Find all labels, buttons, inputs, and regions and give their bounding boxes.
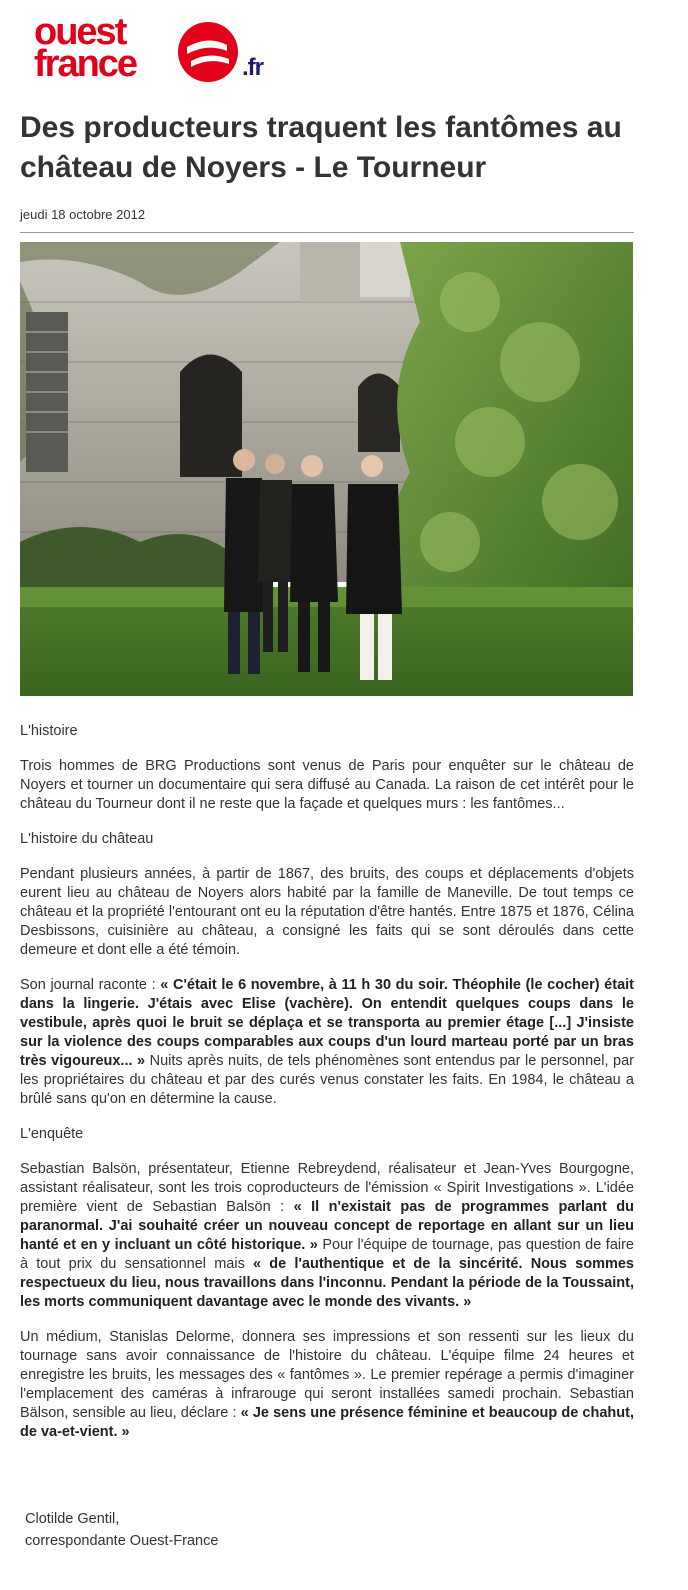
paragraph-history: Pendant plusieurs années, à partir de 1867, des bruits, des coups et déplacements d'objets eurent lieu au château de Noyers alors habité par la famille de Maneville. De tout temps ce château et la propriété l'entourant ont eu la réputation d'être hantés. Entre 1875 et 1876, Célina Desbissons, cuisinière au château, a consigné les faits qui se sont déroulés dans cette demeure et dont elle a été témoin.: [20, 866, 634, 958]
logo-red-disc-icon: [177, 21, 239, 83]
header-divider: [20, 232, 634, 233]
article-date: jeudi 18 octobre 2012: [20, 207, 146, 222]
paragraph-producers: [20, 1160, 634, 1312]
signature-name: Clotilde Gentil,: [25, 1511, 120, 1527]
section-heading-enquete: L'enquête: [20, 1126, 84, 1142]
producers-mid: Pour l'équipe de tournage, pas question de faire à tout prix du sensationnel mais: [20, 1237, 634, 1272]
paragraph-intro: Trois hommes de BRG Productions sont venus de Paris pour enquêter sur le château de Noyers et tourner un documentaire qui sera diffusé au Canada. La raison de cet intérêt pour le château du Tourneur dont il ne reste que la façade et quelques murs : les fantômes...: [20, 758, 634, 812]
ouest-france-logo[interactable]: [34, 11, 264, 86]
producers-quote-1: « Il n'existait pas de programmes parlant du paranormal. J'ai souhaité créer un nouveau concept de reportage en allant sur un lieu hanté et en y incluant un côté historique. »: [20, 1199, 635, 1253]
section-heading-histoire-chateau: L'histoire du château: [20, 831, 154, 847]
article-photo: [20, 242, 633, 696]
logo-tld: .fr: [242, 54, 263, 81]
paragraph-journal: [20, 976, 634, 1109]
logo-word-ouest: ouest: [34, 11, 126, 53]
article-signature: [25, 1508, 218, 1552]
signature-role: correspondante Ouest-France: [25, 1533, 219, 1549]
logo-word-france: france: [34, 43, 137, 85]
journal-quote: « C'était le 6 novembre, à 11 h 30 du soir. Théophile (le cocher) était dans la lingerie. J'étais avec Elise (vachère). On entendit quelques coups dans le vestibule, après quoi le bruit se déplaça et se transporta au premier étage [...] J'insiste sur la violence des coups comparables aux coups d'un lourd marteau porté par un bras très vigoureux... »: [20, 977, 634, 1069]
paragraph-medium: [20, 1328, 634, 1442]
medium-lead: Un médium, Stanislas Delorme, donnera ses impressions et son ressenti sur les lieux du tournage sans avoir connaissance de l'histoire du château. L'équipe filme 24 heures et enregistre les bruits, les messages des « fantômes ». Le premier repérage a permis d'imaginer l'emplacement des caméras à infrarouge qui seront installées samedi prochain. Sebastian Bälson, sensible au lieu, déclare :: [20, 1329, 634, 1421]
medium-quote: « Je sens une présence féminine et beaucoup de chahut, de va-et-vient. »: [20, 1405, 634, 1440]
article-body: [20, 722, 634, 1458]
section-heading-histoire: L'histoire: [20, 723, 78, 739]
article-title: Des producteurs traquent les fantômes au château de Noyers - Le Tourneur: [20, 111, 622, 184]
producers-quote-2: « de l'authentique et de la sincérité. Nous sommes respectueux du lieu, nous travaillons dans l'inconnu. Pendant la période de la Toussaint, les morts communiquent davantage avec le monde des vivants. »: [20, 1256, 634, 1310]
journal-lead: Son journal raconte :: [20, 977, 161, 993]
journal-tail: Nuits après nuits, de tels phénomènes sont entendus par le personnel, par les propriétaires du château et par des curés venus constater les faits. En 1984, le château a brûlé sans qu'on en détermine la cause.: [20, 1053, 634, 1107]
producers-lead: Sebastian Balsön, présentateur, Etienne Rebreydend, réalisateur et Jean-Yves Bourgogne, assistant réalisateur, sont les trois coproducteurs de l'émission « Spirit Investigations ». L'idée première vient de Sebastian Balsön :: [20, 1161, 634, 1215]
